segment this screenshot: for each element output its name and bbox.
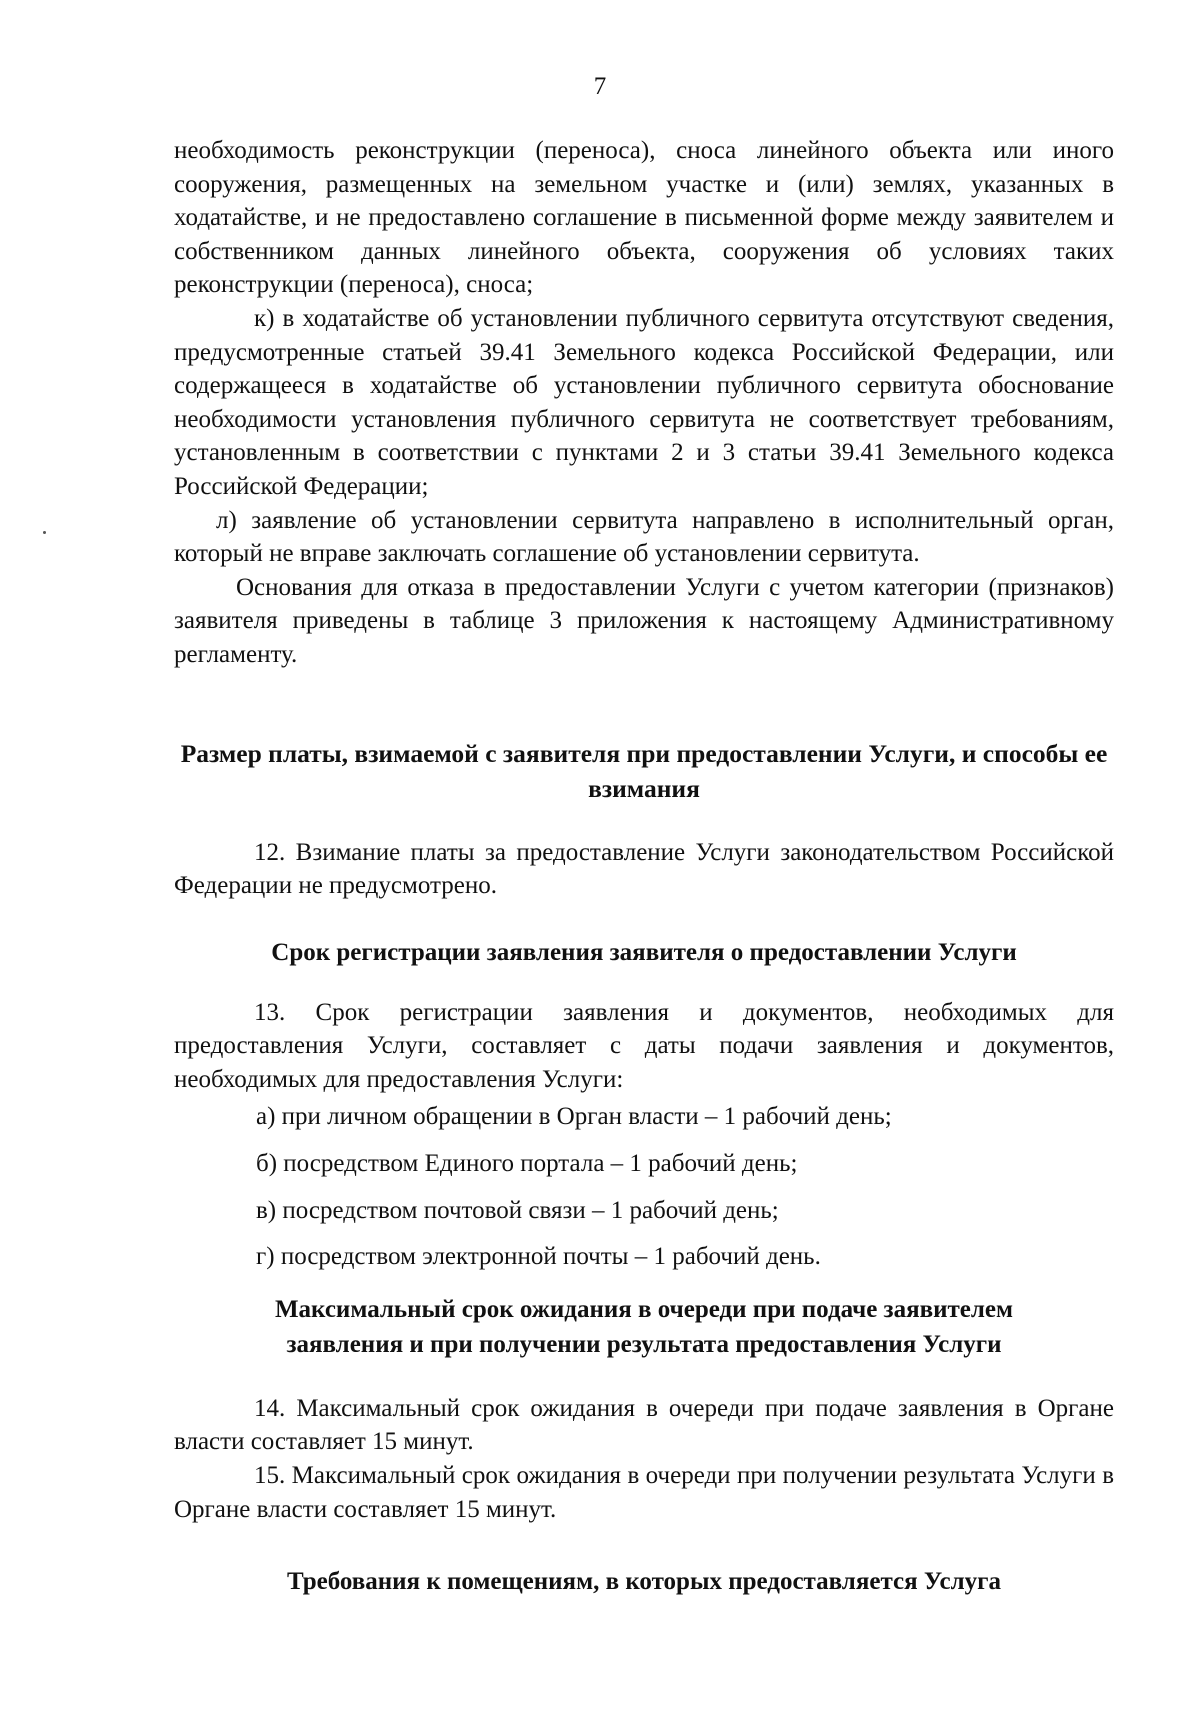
list-item-b: б) посредством Единого портала – 1 рабочий день; xyxy=(256,1150,798,1178)
paragraph-14: 14. Максимальный срок ожидания в очереди при подаче заявления в Органе власти составляет 15 минут. xyxy=(174,1394,1114,1456)
list-item-g: г) посредством электронной почты – 1 рабочий день. xyxy=(256,1243,821,1271)
spacer xyxy=(174,970,1114,996)
list-item-v: в) посредством почтовой связи – 1 рабочий день; xyxy=(256,1196,779,1224)
heading-srok-registracii: Срок регистрации заявления заявителя о предоставлении Услуги xyxy=(271,938,1017,966)
paragraph-k: к) в ходатайстве об установлении публичного сервитута отсутствуют сведения, предусмотренные статьей 39.41 Земельного кодекса Российской Федерации, или содержащееся в ходатайстве об установлении публичного сервитута обоснование необходимости установления публичного сервитута не соответствует требованиям, установленным в соответствии с пунктами 2 и 3 статьи 39.41 Земельного кодекса Российской Федерации; xyxy=(174,304,1114,500)
list-item-a: а) при личном обращении в Орган власти – 1 рабочий день; xyxy=(256,1103,892,1131)
spacer xyxy=(174,1362,1114,1392)
spacer xyxy=(174,903,1114,935)
spacer xyxy=(174,1274,1114,1292)
paragraph-12: 12. Взимание платы за предоставление Услуги законодательством Российской Федерации не предусмотрено. xyxy=(174,838,1114,900)
page-number: 7 xyxy=(593,73,607,100)
scan-dot xyxy=(43,531,46,534)
paragraph-15: 15. Максимальный срок ожидания в очереди при получении результата Услуги в Органе власти составляет 15 минут. xyxy=(174,1462,1114,1523)
paragraph-13: 13. Срок регистрации заявления и документов, необходимых для предоставления Услуги, составляет с даты подачи заявления и документов, необходимых для предоставления Услуги: xyxy=(174,998,1114,1093)
spacer xyxy=(174,672,1114,736)
spacer xyxy=(174,806,1114,836)
paragraph-osnovaniya: Основания для отказа в предоставлении Услуги с учетом категории (признаков) заявителя приведены в таблице 3 приложения к настоящему Административному регламенту. xyxy=(174,573,1114,668)
spacer xyxy=(174,1526,1114,1564)
heading-razmer-platy: Размер платы, взимаемой с заявителя при предоставлении Услуги, и способы ее взимания xyxy=(180,738,1108,803)
heading-max-srok: Максимальный срок ожидания в очереди при подаче заявителем заявления и при получении результата предоставления Услуги xyxy=(274,1295,1014,1358)
paragraph-intro: необходимость реконструкции (переноса), сноса линейного объекта или иного сооружения, размещенных на земельном участке и (или) землях, указанных в ходатайстве, и не предоставлено соглашение в письменной форме между заявителем и собственником данных линейного объекта, сооружения об условиях таких реконструкции (переноса), сноса; xyxy=(174,137,1114,299)
heading-trebovaniya: Требования к помещениям, в которых предоставляется Услуга xyxy=(286,1568,1002,1596)
document-body xyxy=(174,134,1114,1599)
paragraph-l: л) заявление об установлении сервитута направлено в исполнительный орган, который не вправе заключать соглашение об установлении сервитута. xyxy=(174,506,1114,568)
